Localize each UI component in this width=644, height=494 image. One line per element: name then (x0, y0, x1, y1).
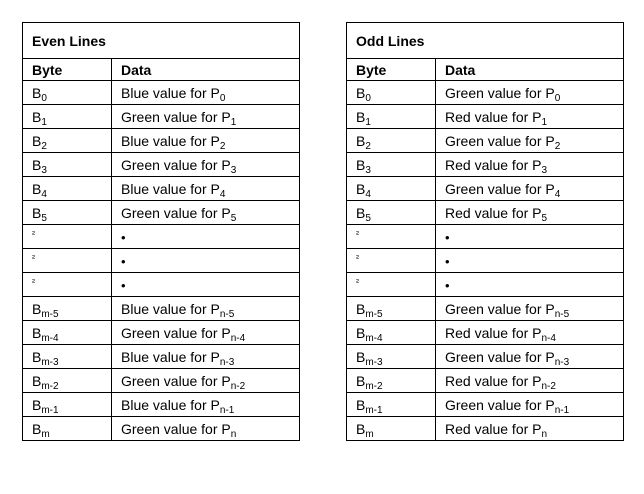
byte-label: B (356, 348, 366, 365)
byte-label: B (32, 204, 42, 221)
byte-subscript: m (365, 428, 374, 440)
byte-label: B (32, 396, 42, 413)
byte-label: B (356, 108, 366, 125)
byte-cell (347, 321, 436, 345)
pixel-subscript: n (230, 428, 237, 440)
data-cell (112, 177, 300, 201)
byte-label: B (32, 300, 42, 317)
data-cell (436, 321, 624, 345)
table-row (23, 369, 300, 393)
pixel-subscript: 1 (541, 116, 548, 128)
continuation-mark: ² (32, 252, 35, 263)
byte-label: B (32, 348, 42, 365)
data-cell (436, 129, 624, 153)
byte-label: B (32, 420, 42, 437)
even-lines-table (22, 22, 300, 441)
continuation-bullet: • (121, 253, 126, 269)
table-row (23, 273, 300, 297)
data-label: Green value for P (445, 84, 555, 101)
data-label: Green value for P (121, 156, 231, 173)
data-cell (112, 105, 300, 129)
byte-subscript: 1 (41, 116, 47, 128)
byte-cell (23, 297, 112, 321)
data-cell (112, 129, 300, 153)
pixel-subscript: 2 (219, 140, 226, 152)
data-cell (436, 201, 624, 225)
data-label: Blue value for P (121, 396, 220, 413)
data-label: Green value for P (445, 396, 555, 413)
data-cell (436, 105, 624, 129)
data-cell (436, 249, 624, 273)
data-cell (112, 273, 300, 297)
byte-subscript: m-1 (365, 404, 383, 416)
byte-cell (347, 201, 436, 225)
data-cell (112, 201, 300, 225)
byte-subscript: m-5 (41, 308, 59, 320)
data-cell (112, 345, 300, 369)
pixel-subscript: 3 (541, 164, 548, 176)
byte-label: B (356, 396, 366, 413)
byte-cell (347, 417, 436, 441)
data-label: Red value for P (445, 372, 542, 389)
table-title: Even Lines (23, 23, 300, 59)
column-header-byte: Byte (347, 59, 436, 81)
table-row (347, 393, 624, 417)
byte-cell (347, 105, 436, 129)
pixel-subscript: 1 (230, 116, 237, 128)
pixel-subscript: n-1 (554, 404, 570, 416)
table-row (23, 417, 300, 441)
byte-subscript: 5 (41, 212, 47, 224)
table-row (23, 105, 300, 129)
data-cell (436, 297, 624, 321)
byte-label: B (356, 132, 366, 149)
byte-cell (23, 177, 112, 201)
byte-cell (23, 393, 112, 417)
byte-cell (347, 129, 436, 153)
data-label: Blue value for P (121, 84, 220, 101)
data-label: Blue value for P (121, 300, 220, 317)
data-cell (112, 369, 300, 393)
table-title: Odd Lines (347, 23, 624, 59)
byte-label: B (32, 180, 42, 197)
byte-label: B (356, 156, 366, 173)
table-row (23, 177, 300, 201)
byte-label: B (356, 180, 366, 197)
byte-cell (347, 273, 436, 297)
byte-subscript: m-1 (41, 404, 59, 416)
data-cell (436, 177, 624, 201)
byte-subscript: m-3 (41, 356, 59, 368)
pixel-subscript: 5 (541, 212, 548, 224)
data-cell (112, 153, 300, 177)
byte-cell (23, 225, 112, 249)
byte-label: B (32, 372, 42, 389)
byte-cell (347, 153, 436, 177)
byte-subscript: 4 (365, 188, 371, 200)
table-row (23, 321, 300, 345)
pixel-subscript: n-2 (230, 380, 246, 392)
byte-cell (23, 201, 112, 225)
even-lines-body (23, 23, 300, 441)
continuation-bullet: • (445, 277, 450, 293)
pixel-subscript: 3 (230, 164, 237, 176)
data-label: Red value for P (445, 156, 542, 173)
continuation-mark: ² (356, 276, 359, 287)
data-cell (436, 81, 624, 105)
data-label: Green value for P (121, 204, 231, 221)
byte-subscript: 0 (365, 92, 371, 104)
continuation-bullet: • (445, 229, 450, 245)
data-cell (112, 417, 300, 441)
byte-subscript: m (41, 428, 50, 440)
pixel-subscript: n-4 (541, 332, 556, 344)
odd-lines-body (347, 23, 624, 441)
odd-lines-table (346, 22, 624, 441)
column-header-data: Data (436, 59, 624, 81)
byte-label: B (356, 324, 366, 341)
byte-label: B (356, 204, 366, 221)
byte-label: B (356, 372, 366, 389)
data-cell (112, 321, 300, 345)
data-label: Red value for P (445, 324, 542, 341)
data-cell (436, 153, 624, 177)
table-header-row (23, 59, 300, 81)
continuation-mark: ² (356, 228, 359, 239)
data-label: Green value for P (445, 132, 555, 149)
data-label: Blue value for P (121, 132, 220, 149)
pixel-subscript: 4 (219, 188, 226, 200)
byte-cell (347, 345, 436, 369)
data-label: Green value for P (445, 180, 555, 197)
data-label: Blue value for P (121, 348, 220, 365)
table-row (23, 153, 300, 177)
table-row (347, 417, 624, 441)
data-label: Green value for P (445, 300, 555, 317)
data-cell (112, 297, 300, 321)
data-label: Green value for P (445, 348, 555, 365)
byte-cell (23, 153, 112, 177)
table-row (347, 81, 624, 105)
data-label: Red value for P (445, 420, 542, 437)
pixel-subscript: n (541, 428, 548, 440)
byte-cell (23, 249, 112, 273)
byte-cell (347, 369, 436, 393)
byte-cell (347, 297, 436, 321)
table-row (23, 345, 300, 369)
byte-label: B (32, 132, 42, 149)
table-row (347, 105, 624, 129)
table-row (347, 201, 624, 225)
table-row (347, 129, 624, 153)
pixel-subscript: n-3 (219, 356, 235, 368)
byte-subscript: m-4 (41, 332, 59, 344)
table-row (347, 297, 624, 321)
data-label: Green value for P (121, 420, 231, 437)
byte-label: B (356, 420, 366, 437)
pixel-subscript: n-5 (219, 308, 235, 320)
data-cell (436, 393, 624, 417)
byte-cell (23, 129, 112, 153)
byte-label: B (356, 300, 366, 317)
column-header-data: Data (112, 59, 300, 81)
pixel-subscript: n-1 (219, 404, 235, 416)
pixel-subscript: n-2 (541, 380, 556, 392)
byte-cell (347, 249, 436, 273)
table-row (23, 393, 300, 417)
data-label: Red value for P (445, 108, 542, 125)
table-row (23, 81, 300, 105)
continuation-mark: ² (32, 228, 35, 239)
table-row (347, 273, 624, 297)
pixel-subscript: 5 (230, 212, 237, 224)
data-cell (112, 225, 300, 249)
continuation-mark: ² (356, 252, 359, 263)
table-header-row (347, 59, 624, 81)
byte-subscript: 2 (41, 140, 47, 152)
byte-subscript: 3 (365, 164, 371, 176)
pixel-subscript: 0 (219, 92, 226, 104)
byte-subscript: 1 (365, 116, 371, 128)
table-row (347, 249, 624, 273)
byte-subscript: m-4 (365, 332, 383, 344)
byte-subscript: 4 (41, 188, 47, 200)
pixel-subscript: n-4 (230, 332, 246, 344)
byte-cell (347, 393, 436, 417)
byte-subscript: 0 (41, 92, 47, 104)
byte-cell (23, 417, 112, 441)
continuation-bullet: • (121, 229, 126, 245)
byte-subscript: m-3 (365, 356, 383, 368)
byte-subscript: 2 (365, 140, 371, 152)
byte-cell (347, 81, 436, 105)
byte-cell (23, 321, 112, 345)
table-row (23, 297, 300, 321)
table-row (347, 177, 624, 201)
data-label: Green value for P (121, 108, 231, 125)
table-row (23, 249, 300, 273)
pixel-subscript: 4 (554, 188, 561, 200)
table-title-row (347, 23, 624, 59)
table-row (23, 201, 300, 225)
data-cell (112, 81, 300, 105)
pixel-subscript: n-5 (554, 308, 570, 320)
data-label: Green value for P (121, 372, 231, 389)
byte-cell (347, 177, 436, 201)
data-cell (112, 249, 300, 273)
table-row (347, 369, 624, 393)
table-row (347, 153, 624, 177)
byte-cell (23, 369, 112, 393)
data-cell (436, 273, 624, 297)
byte-subscript: 5 (365, 212, 371, 224)
byte-label: B (32, 84, 42, 101)
byte-cell (347, 225, 436, 249)
continuation-bullet: • (121, 277, 126, 293)
byte-cell (23, 273, 112, 297)
table-row (347, 225, 624, 249)
pixel-subscript: 0 (554, 92, 561, 104)
table-title-row (23, 23, 300, 59)
byte-label: B (32, 324, 42, 341)
pixel-subscript: n-3 (554, 356, 570, 368)
byte-cell (23, 345, 112, 369)
table-row (23, 129, 300, 153)
data-cell (436, 369, 624, 393)
byte-label: B (32, 156, 42, 173)
byte-cell (23, 81, 112, 105)
data-label: Blue value for P (121, 180, 220, 197)
data-label: Red value for P (445, 204, 542, 221)
table-row (23, 225, 300, 249)
byte-label: B (356, 84, 366, 101)
byte-subscript: 3 (41, 164, 47, 176)
column-header-byte: Byte (23, 59, 112, 81)
data-cell (112, 393, 300, 417)
data-cell (436, 417, 624, 441)
byte-cell (23, 105, 112, 129)
table-row (347, 321, 624, 345)
continuation-bullet: • (445, 253, 450, 269)
byte-subscript: m-5 (365, 308, 383, 320)
byte-label: B (32, 108, 42, 125)
byte-subscript: m-2 (41, 380, 59, 392)
pixel-subscript: 2 (554, 140, 561, 152)
byte-subscript: m-2 (365, 380, 383, 392)
continuation-mark: ² (32, 276, 35, 287)
data-label: Green value for P (121, 324, 231, 341)
table-row (347, 345, 624, 369)
data-cell (436, 345, 624, 369)
data-cell (436, 225, 624, 249)
